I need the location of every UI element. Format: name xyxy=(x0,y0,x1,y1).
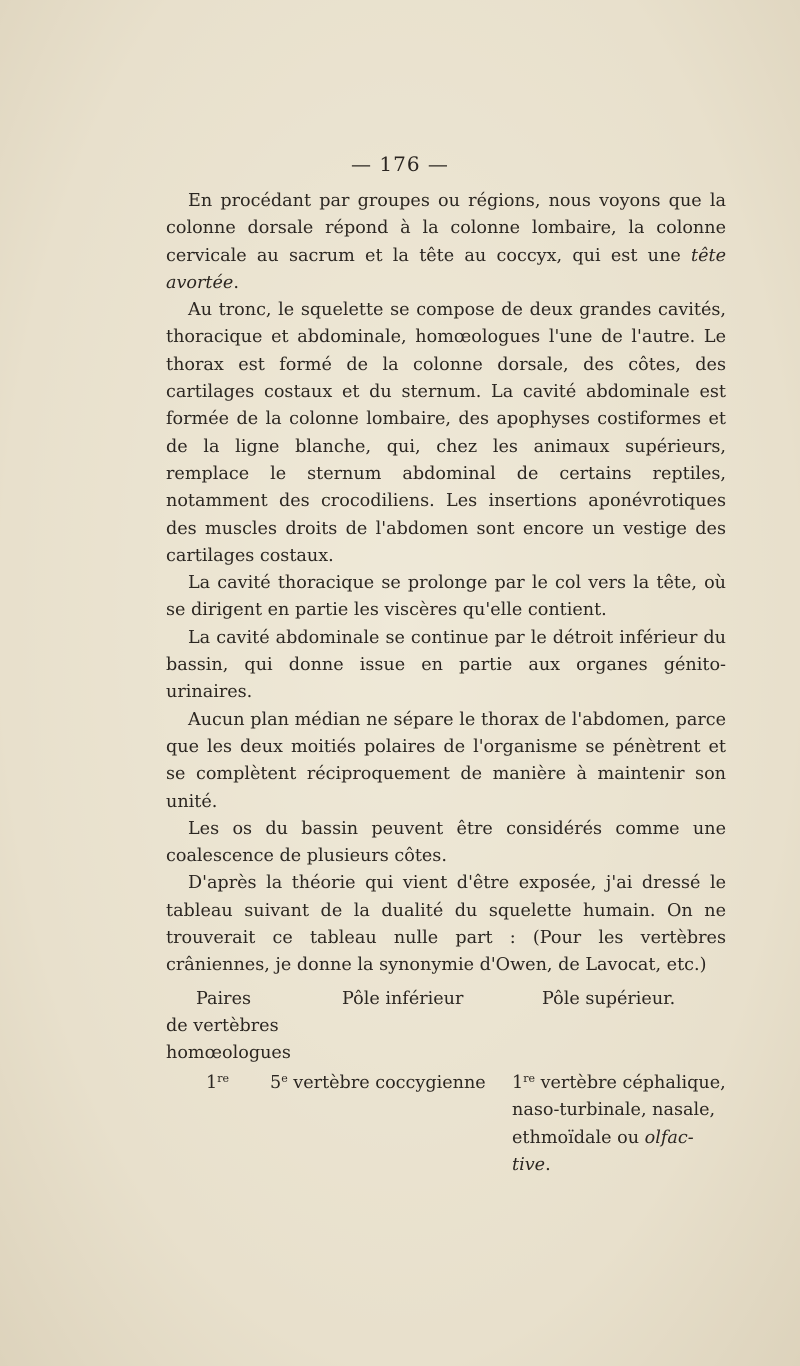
paragraph: En procédant par groupes ou régions, nous voyons que la colonne dorsale répond à la colonne lombaire, la colonne cervicale au sacrum et la tête au coccyx, qui est une tête avortée. xyxy=(166,191,726,293)
paragraph: D'après la théorie qui vient d'être exposée, j'ai dressé le tableau suivant de la dualité du squelette humain. On ne trouverait ce tableau nulle part : (Pour les vertèbres crâniennes, je donne la synonymie d'Owen, de Lavocat, etc.) xyxy=(166,873,726,976)
page-number: — 176 — xyxy=(351,152,449,176)
header-pairs-line3: homœologues xyxy=(166,1043,291,1063)
paragraph: Au tronc, le squelette se compose de deux grandes cavités, thoracique et abdominale, homœologues l'une de l'autre. Le thorax est formé de la colonne dorsale, des côtes, des cartilages costaux et du sternum. La cavité abdominale est formée de la colonne lombaire, des apophyses costiformes et de la ligne blanche, qui, chez les animaux supérieurs, remplace le sternum abdominal de certains reptiles, notamment des crocodiliens. Les insertions aponévrotiques des muscles droits de l'abdomen sont encore un vestige des cartilages costaux. xyxy=(166,300,726,566)
upper-line-2: naso-turbinale, nasale, xyxy=(512,1100,716,1121)
header-lower-pole: Pôle inférieur xyxy=(342,989,464,1009)
table-header xyxy=(166,986,726,1068)
upper-line-1: 1re vertèbre céphalique, xyxy=(512,1072,726,1093)
skeleton-duality-table xyxy=(166,986,726,1180)
cell-upper-pole xyxy=(512,1070,732,1179)
header-pairs-line2: de vertèbres xyxy=(166,1016,279,1036)
upper-line-4: tive. xyxy=(512,1154,551,1175)
cell-pair-number: 1re xyxy=(206,1072,229,1093)
upper-line-3: ethmoïdale ou olfac- xyxy=(512,1127,694,1148)
paragraph: Aucun plan médian ne sépare le thorax de l'abdomen, parce que les deux moitiés polaires de l'organisme se pénètrent et se complètent réciproquement de manière à maintenir son unité. xyxy=(166,709,726,812)
paragraph: La cavité abdominale se continue par le détroit inférieur du bassin, qui donne issue en partie aux organes génito-urinaires. xyxy=(166,627,726,703)
header-pairs: Paires xyxy=(196,989,252,1009)
body-text xyxy=(166,188,726,980)
cell-lower-pole: 5e vertèbre coccygienne xyxy=(270,1072,486,1093)
paragraph: Les os du bassin peuvent être considérés comme une coalescence de plusieurs côtes. xyxy=(166,818,726,867)
paragraph: La cavité thoracique se prolonge par le col vers la tête, où se dirigent en partie les viscères qu'elle contient. xyxy=(166,573,726,621)
table-row xyxy=(166,1070,726,1180)
header-upper-pole: Pôle supérieur. xyxy=(542,989,676,1009)
